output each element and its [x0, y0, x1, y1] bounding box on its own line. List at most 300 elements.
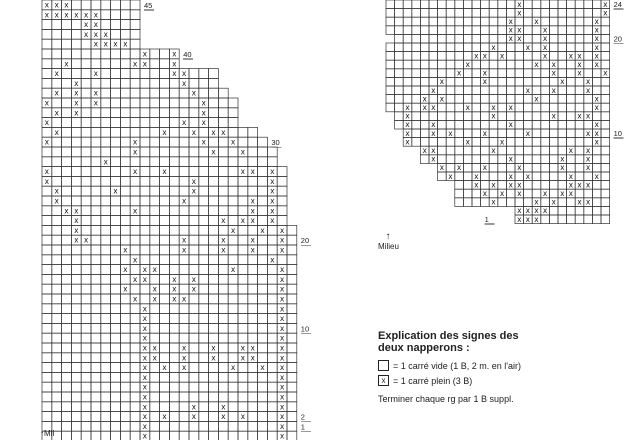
right-chart-cell [532, 163, 541, 172]
right-chart-cell [592, 112, 601, 121]
left-chart-x-mark: x [221, 235, 226, 245]
left-chart-x-mark: x [142, 353, 148, 363]
right-chart-x-mark: x [465, 103, 470, 112]
left-chart-x-mark: x [54, 108, 59, 118]
right-chart-cell [498, 120, 507, 129]
right-chart-x-mark: x [405, 111, 410, 121]
left-chart-x-mark: x [230, 137, 236, 147]
right-chart-cell [541, 155, 550, 164]
right-chart-cell [412, 129, 421, 138]
right-chart-x-mark: x [422, 146, 427, 155]
right-chart-cell [403, 69, 412, 78]
right-chart-cell [541, 86, 550, 95]
right-chart-cell [601, 17, 610, 26]
right-chart-cell [412, 69, 421, 78]
right-chart-cell [592, 69, 601, 78]
right-chart-cell [472, 198, 481, 207]
right-chart-cell [532, 146, 541, 155]
right-chart-cell [472, 120, 481, 129]
right-chart-cell [446, 120, 455, 129]
right-chart-cell [489, 120, 498, 129]
right-chart-cell [395, 17, 404, 26]
right-chart-x-mark: x [594, 120, 599, 130]
right-chart-cell [403, 17, 412, 26]
right-chart-cell [489, 95, 498, 104]
right-chart-cell [515, 129, 524, 138]
right-chart-x-mark: x [585, 85, 591, 95]
right-chart-cell [601, 112, 610, 121]
right-chart-cell [601, 34, 610, 43]
right-chart-cell [532, 112, 541, 121]
right-chart-cell [601, 146, 610, 155]
left-row-number: 10 [300, 324, 310, 334]
right-chart-cell [412, 0, 421, 9]
left-chart-x-mark: x [162, 167, 167, 177]
right-chart-cell [575, 138, 584, 147]
right-chart-cell [567, 9, 576, 18]
left-chart-x-mark: x [260, 363, 265, 373]
right-chart-x-mark: x [482, 163, 488, 173]
right-chart-cell [515, 95, 524, 104]
right-chart-x-mark: x [551, 197, 556, 207]
right-chart-cell [386, 95, 395, 104]
right-chart-cell [481, 95, 490, 104]
right-chart-cell [575, 155, 584, 164]
right-chart-cell [592, 189, 601, 198]
left-chart-x-mark: x [93, 88, 99, 98]
left-chart-x-mark: x [132, 206, 138, 216]
left-chart-x-mark: x [54, 127, 59, 137]
legend-title-line1: Explication des signes des [378, 330, 519, 342]
right-chart-cell [532, 26, 541, 35]
right-chart-cell [420, 52, 429, 61]
right-chart-cell [532, 77, 541, 86]
right-chart-x-mark: x [594, 128, 599, 138]
right-chart-cell [395, 0, 404, 9]
left-chart-x-mark: x [44, 10, 50, 20]
left-chart-x-mark: x [279, 304, 285, 314]
right-chart-cell [395, 43, 404, 52]
right-chart-cell [532, 138, 541, 147]
right-chart-cell [506, 77, 515, 86]
right-chart-cell [455, 155, 464, 164]
right-chart-cell [429, 34, 438, 43]
left-chart-x-mark: x [279, 333, 285, 343]
right-chart-cell [532, 155, 541, 164]
left-chart-x-mark: x [44, 167, 50, 177]
right-chart-cell [395, 86, 404, 95]
right-chart-cell [601, 181, 610, 190]
right-chart-x-mark: x [542, 206, 548, 216]
right-chart-cell [601, 120, 610, 129]
right-chart-x-mark: x [577, 180, 582, 190]
right-chart-cell [438, 172, 447, 181]
right-chart-cell [549, 215, 558, 224]
right-chart-cell [558, 86, 567, 95]
right-chart-cell [524, 198, 533, 207]
right-chart-cell [601, 172, 610, 181]
right-chart-cell [403, 95, 412, 104]
right-chart-x-mark: x [491, 111, 496, 121]
right-chart-cell [463, 0, 472, 9]
right-chart-cell [420, 60, 429, 69]
right-chart-cell [584, 0, 593, 9]
right-chart-cell [386, 60, 395, 69]
right-chart-cell [575, 77, 584, 86]
left-chart-x-mark: x [240, 167, 246, 177]
right-chart-cell [584, 17, 593, 26]
right-chart-x-mark: x [577, 68, 582, 78]
right-chart-cell [549, 9, 558, 18]
right-chart-cell [386, 26, 395, 35]
right-chart-cell [498, 60, 507, 69]
left-chart-x-mark: x [250, 353, 255, 363]
right-chart-cell [455, 95, 464, 104]
left-chart-x-mark: x [152, 284, 157, 294]
right-chart-cell [412, 120, 421, 129]
right-chart-cell [472, 9, 481, 18]
right-chart-cell [515, 77, 524, 86]
right-chart-cell [472, 0, 481, 9]
right-chart-cell [438, 138, 447, 147]
right-chart-x-mark: x [534, 60, 539, 69]
right-chart-cell [481, 0, 490, 9]
right-chart-cell [541, 95, 550, 104]
right-chart-cell [403, 34, 412, 43]
right-chart-cell [592, 206, 601, 215]
right-chart-x-mark: x [474, 180, 479, 190]
right-chart-cell [403, 52, 412, 61]
left-chart-x-mark: x [240, 216, 246, 226]
left-chart-x-mark: x [113, 39, 118, 49]
right-chart-cell [446, 26, 455, 35]
right-chart-cell [584, 69, 593, 78]
right-chart-cell [575, 172, 584, 181]
right-chart-cell [481, 181, 490, 190]
right-chart-cell [412, 112, 421, 121]
left-chart-x-mark: x [230, 225, 236, 235]
right-chart-cell [438, 17, 447, 26]
right-chart-x-mark: x [508, 17, 513, 26]
right-row-number: 1 [484, 215, 489, 224]
right-chart-cell [412, 17, 421, 26]
right-chart-x-mark: x [560, 77, 565, 87]
left-chart-x-mark: x [201, 137, 206, 147]
left-row-number: 40 [183, 50, 192, 59]
right-chart-x-mark: x [508, 154, 513, 164]
right-chart-cell [558, 138, 567, 147]
right-chart-cell [429, 43, 438, 52]
right-chart-cell [446, 17, 455, 26]
right-chart-cell [541, 103, 550, 112]
right-chart-cell [489, 172, 498, 181]
right-chart-cell [532, 34, 541, 43]
right-chart-cell [549, 129, 558, 138]
right-chart-cell [601, 189, 610, 198]
right-chart-cell [438, 52, 447, 61]
left-chart-x-mark: x [270, 167, 275, 177]
right-chart-cell [455, 52, 464, 61]
left-chart-x-mark: x [132, 274, 138, 284]
left-chart-x-mark: x [279, 294, 285, 304]
right-chart-x-mark: x [482, 189, 488, 198]
left-chart-x-mark: x [181, 353, 187, 363]
right-chart-cell [472, 69, 481, 78]
right-chart-cell [558, 69, 567, 78]
right-chart-cell [395, 112, 404, 121]
right-chart-cell [446, 103, 455, 112]
left-chart-x-mark: x [279, 314, 285, 324]
right-chart-cell [524, 52, 533, 61]
right-chart-cell [481, 120, 490, 129]
right-chart-cell [395, 60, 404, 69]
right-chart-cell [438, 155, 447, 164]
right-chart-cell [575, 0, 584, 9]
right-chart-x-mark: x [517, 8, 522, 18]
left-chart-x-mark: x [181, 363, 187, 373]
right-chart-cell [395, 95, 404, 104]
right-chart-cell [575, 34, 584, 43]
right-chart-cell [592, 198, 601, 207]
right-chart-x-mark: x [517, 180, 522, 190]
legend [378, 330, 628, 404]
right-chart-cell [515, 43, 524, 52]
right-chart-cell [549, 0, 558, 9]
right-chart-cell [498, 181, 507, 190]
right-chart-cell [446, 0, 455, 9]
right-chart-cell [532, 129, 541, 138]
right-chart-cell [438, 120, 447, 129]
right-chart-x-mark: x [542, 42, 548, 52]
right-chart-cell [524, 181, 533, 190]
right-chart-cell [541, 129, 550, 138]
right-chart-cell [567, 138, 576, 147]
arrow-up-icon: ↑ [385, 231, 391, 242]
right-chart-cell [395, 9, 404, 18]
right-chart-cell [524, 69, 533, 78]
right-chart-cell [489, 52, 498, 61]
right-chart-cell [463, 9, 472, 18]
x-square-icon: x [378, 375, 389, 386]
left-chart-x-mark: x [181, 78, 187, 88]
right-chart-cell [601, 52, 610, 61]
right-chart-cell [575, 103, 584, 112]
right-chart-cell [463, 17, 472, 26]
right-chart-cell [558, 52, 567, 61]
left-chart-x-mark: x [279, 274, 285, 284]
right-chart-cell [429, 26, 438, 35]
right-chart-cell [446, 9, 455, 18]
right-chart-cell [558, 0, 567, 9]
right-chart-cell [584, 95, 593, 104]
left-chart-x-mark: x [54, 10, 59, 20]
right-chart-cell [532, 43, 541, 52]
right-chart-cell [506, 146, 515, 155]
right-chart-cell [506, 9, 515, 18]
right-chart-cell [489, 0, 498, 9]
right-chart-x-mark: x [594, 42, 599, 52]
right-chart-cell [446, 138, 455, 147]
right-chart-cell [592, 86, 601, 95]
right-chart-x-mark: x [439, 94, 445, 104]
left-chart-x-mark: x [93, 98, 99, 108]
right-chart-cell [455, 17, 464, 26]
right-chart-cell [498, 163, 507, 172]
right-chart-cell [395, 34, 404, 43]
right-chart-cell [455, 129, 464, 138]
right-chart-cell [515, 120, 524, 129]
right-chart-cell [567, 95, 576, 104]
right-chart-cell [524, 138, 533, 147]
right-chart-cell [489, 26, 498, 35]
right-chart-cell [455, 112, 464, 121]
right-chart-cell [584, 189, 593, 198]
right-chart-cell [412, 43, 421, 52]
right-chart-cell [498, 112, 507, 121]
right-chart-cell [601, 215, 610, 224]
right-chart-cell [558, 34, 567, 43]
right-chart-x-mark: x [594, 25, 599, 35]
right-chart-cell [567, 120, 576, 129]
right-chart-cell [558, 206, 567, 215]
right-chart-x-mark: x [551, 60, 556, 69]
right-chart-cell [515, 17, 524, 26]
right-chart-x-mark: x [448, 128, 453, 138]
right-chart-cell [592, 155, 601, 164]
right-chart-cell [455, 9, 464, 18]
left-chart-x-mark: x [201, 98, 206, 108]
right-chart-x-mark: x [499, 137, 505, 147]
right-row-number: 24 [613, 0, 622, 9]
right-chart-x-mark: x [551, 85, 556, 95]
right-chart-cell [592, 146, 601, 155]
right-chart-cell [549, 138, 558, 147]
left-chart-x-mark: x [211, 343, 216, 353]
right-chart-cell [438, 103, 447, 112]
right-chart-cell [472, 129, 481, 138]
right-chart-cell [567, 43, 576, 52]
left-chart-x-mark: x [279, 225, 285, 235]
right-chart-cell [541, 60, 550, 69]
right-chart-cell [515, 69, 524, 78]
right-chart-cell [549, 17, 558, 26]
arrow-up-icon: ↑ [40, 429, 44, 438]
right-chart-cell [420, 9, 429, 18]
right-chart-cell [438, 86, 447, 95]
left-chart-x-mark: x [132, 255, 138, 265]
right-chart-cell [489, 69, 498, 78]
right-chart-cell [541, 138, 550, 147]
left-chart-x-mark: x [201, 108, 206, 118]
right-chart-cell [455, 103, 464, 112]
right-chart-cell [524, 9, 533, 18]
right-chart-cell [446, 86, 455, 95]
left-chart-x-mark: x [103, 29, 108, 39]
right-chart-cell [463, 198, 472, 207]
right-chart-cell [549, 163, 558, 172]
right-chart-x-mark: x [585, 154, 591, 164]
right-chart-cell [515, 138, 524, 147]
right-chart-cell [403, 26, 412, 35]
left-chart-x-mark: x [44, 0, 50, 10]
left-chart-x-mark: x [279, 431, 285, 440]
left-chart-x-mark: x [123, 39, 128, 49]
right-chart-cell [412, 138, 421, 147]
left-chart-x-mark: x [142, 49, 148, 59]
right-chart-x-mark: x [508, 120, 513, 130]
left-chart-x-mark: x [191, 274, 197, 284]
right-chart-cell [541, 163, 550, 172]
right-chart-x-mark: x [542, 51, 548, 61]
right-chart-x-mark: x [491, 42, 496, 52]
right-chart-x-mark: x [594, 137, 599, 147]
left-chart-x-mark: x [152, 343, 157, 353]
right-chart-cell [532, 103, 541, 112]
right-chart-cell [601, 86, 610, 95]
right-chart-cell [446, 60, 455, 69]
right-chart-cell [532, 86, 541, 95]
right-chart-cell [506, 60, 515, 69]
right-chart-cell [386, 77, 395, 86]
left-chart-x-mark: x [250, 206, 255, 216]
right-chart-x-mark: x [491, 180, 496, 190]
right-chart-x-mark: x [534, 214, 539, 224]
right-chart-cell [524, 120, 533, 129]
left-chart-x-mark: x [142, 421, 148, 431]
right-chart-cell [498, 172, 507, 181]
left-chart-x-mark: x [181, 245, 187, 255]
left-chart-x-mark: x [221, 216, 226, 226]
right-chart-cell [446, 34, 455, 43]
right-chart-cell [481, 198, 490, 207]
right-chart-cell [420, 112, 429, 121]
right-chart-x-mark: x [482, 68, 488, 78]
right-chart-x-mark: x [594, 94, 599, 104]
right-chart-cell [584, 138, 593, 147]
right-chart-cell [481, 60, 490, 69]
right-chart-cell [575, 129, 584, 138]
right-chart-cell [429, 52, 438, 61]
right-chart-cell [463, 69, 472, 78]
right-chart-cell [592, 9, 601, 18]
right-chart-cell [463, 77, 472, 86]
right-chart-cell [463, 95, 472, 104]
right-chart-cell [446, 43, 455, 52]
left-chart-x-mark: x [162, 412, 167, 422]
right-chart-x-mark: x [405, 128, 410, 138]
right-chart-cell [472, 17, 481, 26]
right-chart-cell [498, 9, 507, 18]
left-chart-x-mark: x [172, 274, 177, 284]
left-chart-x-mark: x [279, 382, 285, 392]
right-chart-cell [558, 112, 567, 121]
left-row-number: 1 [300, 422, 305, 432]
right-chart-cell [420, 26, 429, 35]
right-chart-cell [446, 112, 455, 121]
right-chart-x-mark: x [603, 68, 608, 78]
right-chart-cell [481, 172, 490, 181]
right-chart-cell [558, 103, 567, 112]
right-chart-cell [541, 0, 550, 9]
right-chart-cell [412, 26, 421, 35]
left-chart-x-mark: x [260, 225, 265, 235]
right-chart-cell [541, 181, 550, 190]
right-chart-x-mark: x [405, 120, 410, 130]
right-chart-cell [481, 146, 490, 155]
right-chart-x-mark: x [534, 94, 539, 104]
right-chart-cell [472, 86, 481, 95]
legend-full-label: = 1 carré plein (3 B) [393, 375, 473, 386]
